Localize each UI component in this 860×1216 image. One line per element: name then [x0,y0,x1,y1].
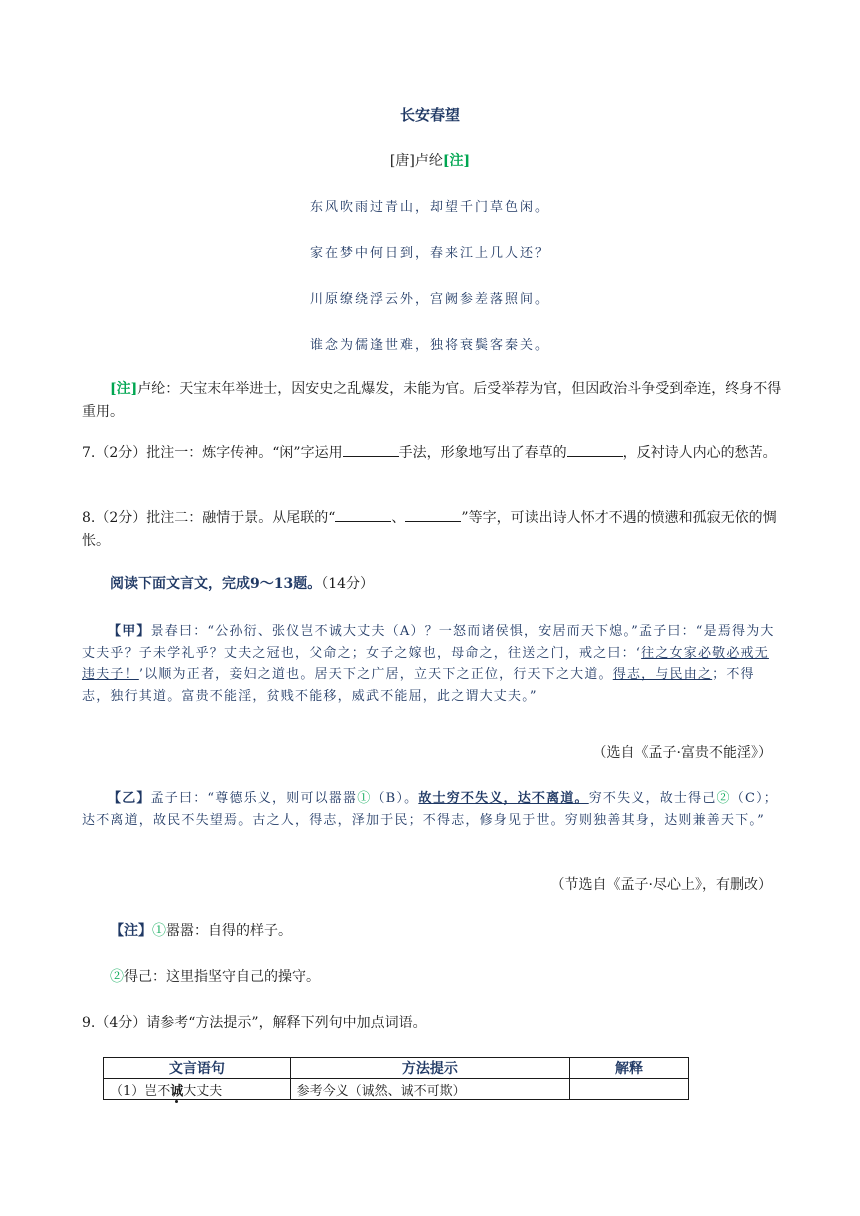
row1-pre: （1）岂不 [110,1083,171,1099]
poem-note-tag: [注] [442,153,471,169]
poem-line-3: 川原缭绕浮云外，宫阙参差落照间。 [309,292,550,307]
note-2-text: 得己：这里指坚守自己的操守。 [124,969,320,985]
jia-text-1: 景春曰：“公孙衍、张仪岂不诚大丈夫（A）？一怒而诸侯惧，安居而天下熄。”孟子曰：“是焉得为大丈夫乎？子未学礼乎？丈夫之冠也，父命之；女子之嫁也，母命之，往送之门，戒之曰：‘ [82,624,775,661]
table-header-hint: 方法提示 [290,1058,569,1079]
yi-text-4: （C）；达不离道，故民不失望焉。古之人，得志，泽加于民；不得志，修身见于世。穷则独善其身，达则兼善天下。” [82,791,778,828]
row1-post: 大丈夫 [183,1083,223,1099]
yi-text-3: 穷不失义，故士得己 [588,791,717,806]
section-heading-text: 阅读下面文言文，完成9～13题。 [110,576,322,592]
yi-source: （节选自《孟子·尽心上》，有删改） [550,877,772,893]
note-1-mark: ① [152,923,166,939]
q8-text-b: 、 [391,510,406,526]
table-header-row [104,1058,689,1079]
question-9: 9.（4分）请参考“方法提示”，解释下列句中加点词语。 [82,1015,427,1031]
jia-underline-2: 得志，与民由之 [612,667,713,682]
row1-answer[interactable] [570,1079,689,1100]
note-2-mark: ② [110,969,124,985]
q7-blank-1[interactable] [343,442,399,457]
jia-tag: 【甲】 [108,624,151,639]
row1-dotted-word: 诚 [170,1080,183,1099]
yi-bold-sentence: 故士穷不失义，达不离道。 [418,791,589,806]
section-score: （14分） [321,576,375,592]
yi-note-mark-1: ① [357,791,372,806]
q7-blank-2[interactable] [567,442,623,457]
q8-blank-2[interactable] [405,507,461,522]
row1-sentence [104,1079,291,1100]
poem-line-2: 家在梦中何日到，春来江上几人还？ [309,246,550,261]
note-2 [82,966,782,989]
note-1 [82,920,782,943]
table-header-sentence: 文言语句 [104,1058,291,1079]
q7-text-a: 7.（2分）批注一：炼字传神。“闲”字运用 [82,445,343,461]
poem-author-line [0,150,860,170]
table-row [104,1079,689,1100]
jia-text-3: ；不得志，独行其道。富贵不能淫，贫贱不能移，威武不能屈，此之谓大丈夫。” [82,667,755,704]
yi-tag: 【乙】 [108,791,151,806]
notes-tag: 【注】 [110,923,152,939]
section-heading [82,573,782,596]
yi-text-1: 孟子曰：“尊德乐义，则可以嚣嚣 [150,791,358,806]
row1-hint: 参考今义（诚然、诚不可欺） [290,1079,569,1100]
question-8 [82,507,782,553]
jia-underline-1: 往之女家必敬必戒无违夫子！ [82,645,769,682]
passage-jia [82,621,782,707]
vocab-table [103,1057,689,1100]
jia-source: （选自《孟子·富贵不能淫》） [592,745,772,761]
poem-title: 长安春望 [399,106,460,124]
yi-text-2: （B）。 [371,791,419,806]
poem-author: [唐]卢纶 [389,153,443,169]
poem-note [82,378,782,424]
poem-note-tag-2: [注] [110,381,138,397]
q8-text-a: 8.（2分）批注二：融情于景。从尾联的“ [82,510,336,526]
question-7 [82,442,782,465]
note-1-text: 嚣嚣：自得的样子。 [166,923,292,939]
passage-yi [82,788,782,831]
q7-text-c: ，反衬诗人内心的愁苦。 [622,445,777,461]
q8-text-c: ”等字，可读出诗人怀才不遇的愤懑和孤寂无依的惆怅。 [82,510,777,549]
poem-line-1: 东风吹雨过青山，却望千门草色闲。 [309,200,550,215]
poem-note-text: 卢纶：天宝末年举进士，因安史之乱爆发，未能为官。后受举荐为官，但因政治斗争受到牵连，终身不得重用。 [82,381,782,420]
poem-line-4: 谁念为儒逢世难，独将衰鬓客秦关。 [309,338,550,353]
q7-text-b: 手法，形象地写出了春草的 [398,445,567,461]
table-header-explanation: 解释 [570,1058,689,1079]
yi-note-mark-2: ② [716,791,731,806]
jia-text-2: ’以顺为正者，妾妇之道也。居天下之广居，立天下之正位，行天下之大道。 [138,667,613,682]
q8-blank-1[interactable] [335,507,391,522]
